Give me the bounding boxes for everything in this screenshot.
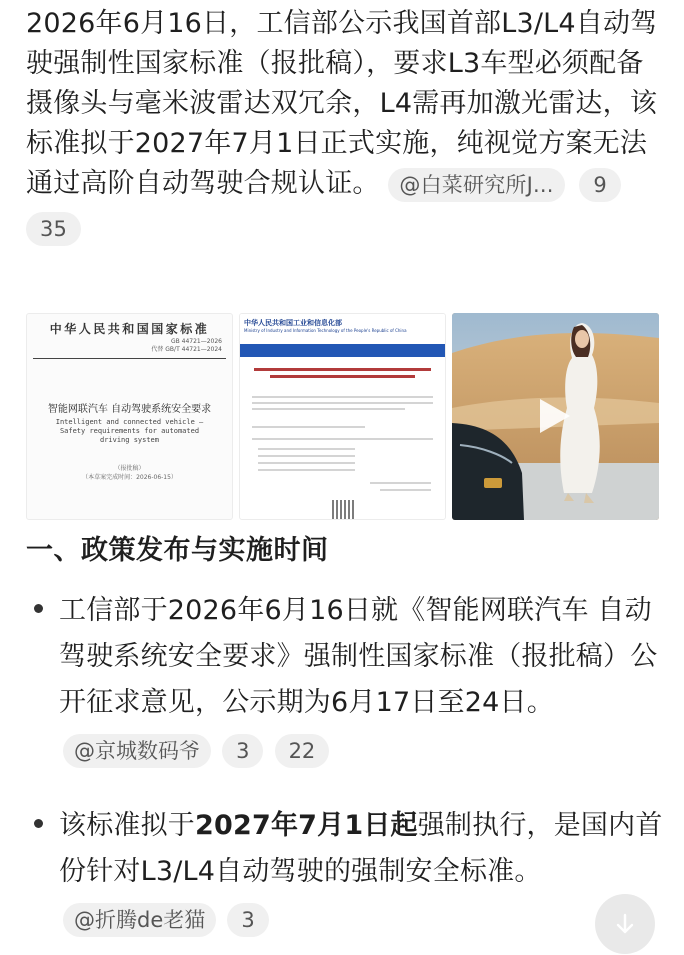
notice-text-line <box>258 455 355 457</box>
bullet-text-part: 该标准拟于 <box>59 810 195 841</box>
standard-doc-thumbnail[interactable] <box>26 313 233 520</box>
notice-text-line <box>380 489 431 491</box>
section-heading: 一、政策发布与实施时间 <box>26 535 329 566</box>
ministry-subtitle: Ministry of Industry and Information Technology of the People's Republic of China <box>244 328 407 333</box>
doc-draft-2: （本草案完成时间：2026-06-15） <box>82 474 177 481</box>
bullet-dot <box>34 604 43 613</box>
notice-text-line <box>258 448 355 450</box>
citation-count-a[interactable]: 3 <box>227 903 268 937</box>
citation-count-b[interactable]: 22 <box>275 734 330 768</box>
citation-count-a[interactable]: 9 <box>579 168 621 202</box>
ministry-nav-bar <box>240 344 445 357</box>
doc-title-en: Intelligent and connected vehicle — Safety requirements for automated driving system <box>55 418 204 444</box>
doc-title-cn: 智能网联汽车 自动驾驶系统安全要求 <box>47 404 212 415</box>
intro-paragraph <box>26 4 666 248</box>
notice-text-line <box>252 396 433 398</box>
video-thumbnail[interactable] <box>452 313 659 520</box>
notice-text-line <box>252 438 433 440</box>
citation-count-a[interactable]: 3 <box>222 734 263 768</box>
notice-text-line <box>258 462 355 464</box>
citation-count-b[interactable]: 35 <box>26 212 81 246</box>
notice-text-line <box>252 426 365 428</box>
notice-text-line <box>258 469 355 471</box>
source-chip[interactable]: @白菜研究所J... <box>388 168 564 202</box>
doc-code-1: GB 44721—2026 <box>170 338 222 345</box>
list-item <box>26 803 666 937</box>
arrow-down-icon <box>612 911 638 937</box>
intro-text: 2026年6月16日，工信部公示我国首部L3/L4自动驾驶强制性国家标准（报批稿），要求L3车型必须配备摄像头与毫米波雷达双冗余，L4需再加激光雷达，该标准拟于2027年7月1日正式实施，纯视觉方案无法通过高阶自动驾驶合规认证。 <box>26 8 658 199</box>
doc-draft-note <box>27 464 232 482</box>
source-chip[interactable]: @京城数码爷 <box>63 734 211 768</box>
notice-title-line-2 <box>270 375 415 378</box>
qr-code-icon <box>332 500 354 520</box>
doc-draft-1: （报批稿） <box>114 465 145 472</box>
notice-text-line <box>370 482 431 484</box>
video-scene <box>452 313 659 520</box>
ministry-notice-thumbnail[interactable] <box>239 313 446 520</box>
bullet-dot <box>34 819 43 828</box>
notice-text-line <box>252 408 405 410</box>
bullet-text-bold: 2027年7月1日起 <box>195 810 418 841</box>
scroll-down-button[interactable] <box>595 894 655 954</box>
doc-code-2: 代替 GB/T 44721—2024 <box>151 346 222 353</box>
doc-rule <box>33 358 226 359</box>
bullet-text <box>59 803 666 895</box>
notice-title-line <box>254 368 431 371</box>
ministry-title: 中华人民共和国工业和信息化部 <box>244 319 342 327</box>
bullet-text-part: 强制执行，是国内首份针对L3/L4自动驾驶的强制安全标准。 <box>59 810 663 887</box>
doc-header: 中华人民共和国国家标准 <box>49 322 210 336</box>
list-item <box>26 588 666 768</box>
ministry-header <box>240 314 445 344</box>
notice-text-line <box>252 402 433 404</box>
doc-code <box>151 338 222 354</box>
source-chip[interactable]: @折腾de老猫 <box>63 903 216 937</box>
image-gallery <box>26 313 659 520</box>
bullet-text: 工信部于2026年6月16日就《智能网联汽车 自动驾驶系统安全要求》强制性国家标准（报批稿）公开征求意见，公示期为6月17日至24日。 <box>59 595 658 718</box>
